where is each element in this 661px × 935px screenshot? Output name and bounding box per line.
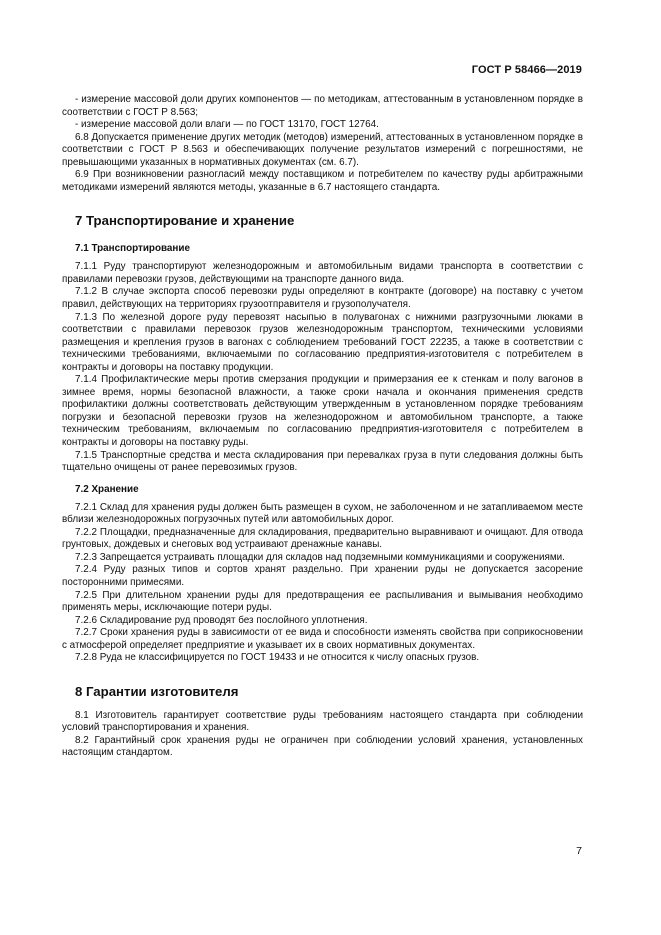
paragraph-6-8: 6.8 Допускается применение других методик (методов) измерений, аттестованных в установленном порядке в соответствии с ГОСТ Р 8.563 и обеспечивающих получение результатов измерений с погрешностями, не превышающими указанных в нормативных документах (см. 6.7). xyxy=(62,131,583,168)
paragraph-7-1-5: 7.1.5 Транспортные средства и места складирования при перевалках груза в пути следования должны быть тщательно очищены от ранее перевозимых грузов. xyxy=(62,449,583,474)
paragraph-6-9: 6.9 При возникновении разногласий между поставщиком и потребителем по качеству руды арбитражными методиками измерений являются методы, указанные в 6.7 настоящего стандарта. xyxy=(62,169,583,193)
paragraph-7-2-4: 7.2.4 Руду разных типов и сортов хранят раздельно. При хранении руды не допускается засорение посторонними примесями. xyxy=(62,564,583,588)
paragraph-7-2-2: 7.2.2 Площадки, предназначенные для складирования, предварительно выравнивают и очищают. Для отвода грунтовых, дождевых и снеговых вод устраивают дренажные канавы. xyxy=(62,526,583,551)
paragraph-7-2-5: 7.2.5 При длительном хранении руды для предотвращения ее распыливания и вымывания необходимо применять меры, исключающие потери руды. xyxy=(62,589,583,614)
paragraph-7-2-8: 7.2.8 Руда не классифицируется по ГОСТ 19433 и не относится к числу опасных грузов. xyxy=(75,652,480,664)
paragraph-intro-2: - измерение массовой доли влаги — по ГОСТ 13170, ГОСТ 12764. xyxy=(75,119,379,131)
paragraph-7-1-1: 7.1.1 Руду транспортируют железнодорожным и автомобильным видами транспорта в соответствии с правилами перевозки грузов, действующими на транспорте данного вида. xyxy=(62,261,583,285)
paragraph-7-1-4: 7.1.4 Профилактические меры против смерзания продукции и примерзания ее к стенкам и полу вагонов в зимнее время, нормы безопасной влажности, а также сроки начала и окончания применения средств профилактики должны соответствовать действующим утвержденным в установленном порядке требованиям погрузки и безопасной перевозки грузов на железнодорожном и автомобильном транспорте, а также техническим требованиям, включаемым по согласованию предприятия-изготовителя с потребителем в контракты и договоры на поставку руды. xyxy=(62,374,583,449)
subsection-7-1-heading: 7.1 Транспортирование xyxy=(75,243,190,255)
paragraph-7-2-7: 7.2.7 Сроки хранения руды в зависимости от ее вида и способности изменять свойства при соприкосновении с атмосферой определяет предприятие и указывает их в своих нормативных документах. xyxy=(62,627,583,651)
document-header: ГОСТ Р 58466—2019 xyxy=(471,64,582,76)
paragraph-7-2-3: 7.2.3 Запрещается устраивать площадки для складов над подземными коммуникациями и сооружениями. xyxy=(75,551,565,563)
paragraph-7-2-1: 7.2.1 Склад для хранения руды должен быть размещен в сухом, не заболоченном и не затапливаемом месте вблизи железнодорожных погрузочных путей или автомобильных дорог. xyxy=(62,501,583,526)
paragraph-8-1: 8.1 Изготовитель гарантирует соответствие руды требованиям настоящего стандарта при соблюдении условий транспортирования и хранения. xyxy=(62,709,583,734)
paragraph-intro-1: - измерение массовой доли других компонентов — по методикам, аттестованным в установленном порядке в соответствии с ГОСТ Р 8.563; xyxy=(62,94,583,118)
paragraph-8-2: 8.2 Гарантийный срок хранения руды не ограничен при соблюдении условий хранения, установленных настоящим стандартом. xyxy=(62,734,583,759)
section-8-heading: 8 Гарантии изготовителя xyxy=(75,683,239,699)
paragraph-7-1-3: 7.1.3 По железной дороге руду перевозят насыпью в полувагонах с нижними разгрузочными люками в соответствии с правилами перевозок грузов железнодорожным транспортом, техническими условиями размещения и крепления грузов в вагонах с соблюдением требований ГОСТ 22235, а также в соответствии с техническими требованиями, включаемыми по согласованию предприятия-изготовителя с потребителем в контракты и договоры на поставку продукции. xyxy=(62,311,583,373)
paragraph-7-2-6: 7.2.6 Складирование руд проводят без послойного уплотнения. xyxy=(75,614,368,626)
paragraph-7-1-2: 7.1.2 В случае экспорта способ перевозки руды определяют в контракте (договоре) на поставку с учетом правил, действующих на территориях грузоотправителя и грузополучателя. xyxy=(62,286,583,311)
section-7-heading: 7 Транспортирование и хранение xyxy=(75,213,295,229)
page-number: 7 xyxy=(576,845,582,857)
page-body xyxy=(62,94,583,760)
subsection-7-2-heading: 7.2 Хранение xyxy=(75,483,139,495)
